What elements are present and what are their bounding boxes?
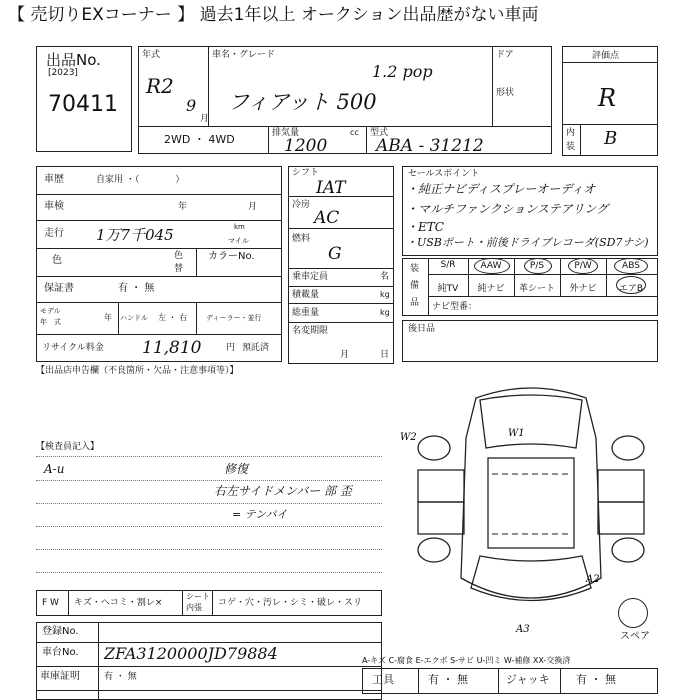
recycle-value: 11,810 bbox=[142, 338, 202, 358]
recycle-deposit: 預託済 bbox=[242, 343, 270, 353]
legend-seat: シート bbox=[186, 592, 210, 601]
shaken-month: 月 bbox=[248, 202, 258, 212]
equipment-label-1: 装 bbox=[410, 264, 420, 274]
color-no-label: カラーNo. bbox=[208, 251, 255, 262]
shift-label: シフト bbox=[292, 168, 320, 178]
jack-label: ジャッキ bbox=[506, 673, 550, 686]
score-label: 評価点 bbox=[592, 51, 620, 61]
interior-label-2: 装 bbox=[566, 142, 576, 152]
equip-airbag: エアB bbox=[618, 284, 644, 294]
tools-label: 工具 bbox=[372, 673, 394, 686]
chassis-value: ZFA3120000JD79884 bbox=[104, 644, 278, 663]
rename-day: 日 bbox=[380, 350, 390, 360]
color-change-1: 色 bbox=[174, 251, 184, 261]
equip-tv: 純TV bbox=[437, 284, 459, 294]
damage-legend: A-キズ C-腐食 E-エクボ S-サビ U-凹ミ W-補修 XX-交換済 bbox=[362, 656, 571, 665]
interior-label-1: 内 bbox=[566, 128, 576, 138]
recycle-unit: 円 bbox=[226, 343, 236, 353]
mileage-label: 走行 bbox=[44, 228, 64, 239]
dealer-label: ディーラー・並行 bbox=[206, 314, 262, 322]
garage-cert-label: 車庫証明 bbox=[40, 671, 80, 682]
left-rear-tire bbox=[418, 538, 450, 562]
model-year-label-2: 年 式 bbox=[40, 318, 61, 326]
ac-value: AC bbox=[314, 208, 340, 228]
roof-area bbox=[488, 458, 574, 548]
equip-abs: ABS bbox=[622, 261, 640, 271]
later-items-box bbox=[402, 320, 658, 362]
mark-a3: A3 bbox=[516, 624, 530, 635]
ac-label: 冷房 bbox=[292, 200, 311, 210]
equip-ext-navi: 外ナビ bbox=[569, 284, 597, 294]
load-unit: kg bbox=[380, 290, 390, 299]
fuel-value: G bbox=[328, 244, 342, 264]
equip-navi: 純ナビ bbox=[477, 284, 505, 294]
color-change-2: 替 bbox=[174, 264, 184, 274]
selling-point-2: ・マルチファンクションステアリング bbox=[406, 202, 608, 216]
equip-ps: P/S bbox=[529, 261, 545, 271]
mark-a2: A2 bbox=[586, 574, 600, 585]
history-box bbox=[36, 166, 282, 362]
weight-unit: kg bbox=[380, 308, 390, 317]
equip-pw: P/W bbox=[574, 261, 592, 271]
shaken-year: 年 bbox=[178, 202, 188, 212]
equipment-label-2: 備 bbox=[410, 281, 420, 291]
displacement-unit: cc bbox=[350, 128, 359, 137]
handle-value: 左 ・ 右 bbox=[158, 313, 188, 322]
model-year-label-1: モデル bbox=[40, 307, 61, 315]
door-label: ドア bbox=[496, 50, 514, 60]
drive-label: 2WD ・ 4WD bbox=[164, 133, 235, 146]
navi-model-label: ナビ型番： bbox=[432, 302, 478, 312]
right-rear-tire bbox=[612, 538, 644, 562]
rename-label: 名変期限 bbox=[292, 326, 329, 336]
front-windshield bbox=[480, 395, 582, 448]
color-label: 色 bbox=[52, 255, 62, 266]
legend-seat-2: 内張 bbox=[186, 603, 202, 612]
chassis-label: 車台No. bbox=[42, 647, 79, 658]
selling-point-3: ・ETC bbox=[406, 220, 444, 234]
registration-label: 登録No. bbox=[42, 626, 79, 637]
mileage-unit-mile: マイル bbox=[228, 237, 249, 245]
car-name-value: フィアット 500 bbox=[228, 90, 377, 114]
legend-fw: F W bbox=[42, 598, 59, 608]
mileage-unit-km: km bbox=[234, 223, 245, 231]
equipment-label-3: 品 bbox=[410, 298, 420, 308]
mark-w1: W1 bbox=[508, 428, 525, 439]
inspector-line-3: = テンパイ bbox=[232, 508, 288, 521]
mark-w2: W2 bbox=[400, 432, 417, 443]
displacement-label: 排気量 bbox=[272, 128, 300, 138]
selling-point-4: ・USBポート・前後ドライブレコーダ(SD7ナシ) bbox=[406, 236, 649, 249]
shaken-label: 車検 bbox=[44, 201, 64, 212]
fuel-label: 燃料 bbox=[292, 234, 311, 244]
spare-label: スペア bbox=[620, 631, 650, 642]
model-year-unit: 年 bbox=[104, 313, 112, 322]
equip-sr: S/R bbox=[440, 260, 456, 270]
later-items-label: 後日品 bbox=[408, 324, 436, 334]
right-door-rear bbox=[598, 502, 644, 534]
rename-month: 月 bbox=[340, 350, 350, 360]
equip-leather: 革シート bbox=[518, 284, 555, 294]
selling-point-1: ・純正ナビディスプレーオーディオ bbox=[406, 182, 596, 196]
shape-label: 形状 bbox=[496, 88, 515, 98]
warranty-value: 有 ・ 無 bbox=[118, 283, 155, 294]
seller-notes-label: 【出品店申告欄（不良箇所・欠品・注意事項等）】 bbox=[36, 366, 239, 376]
inspector-line-1: 修復 bbox=[224, 462, 249, 476]
month-unit: 月 bbox=[200, 114, 210, 124]
right-door-front bbox=[598, 470, 644, 502]
recycle-label: リサイクル料金 bbox=[42, 343, 104, 353]
nendo-value: R2 bbox=[146, 74, 174, 98]
lot-number: 70411 bbox=[48, 92, 118, 117]
interior-value: B bbox=[604, 128, 618, 149]
jack-value: 有 ・ 無 bbox=[576, 673, 616, 686]
car-name-label: 車名・グレード bbox=[212, 50, 276, 60]
model-value: ABA - 31212 bbox=[376, 136, 484, 156]
lot-year-tag: [2023] bbox=[48, 68, 78, 78]
history-label: 車歴 bbox=[44, 174, 64, 185]
mileage-value: 1万7千045 bbox=[96, 226, 174, 244]
displacement-value: 1200 bbox=[284, 136, 328, 156]
month-value: 9 bbox=[186, 96, 197, 115]
score-value: R bbox=[598, 84, 617, 112]
model-label: 型式 bbox=[370, 128, 389, 138]
left-door-front bbox=[418, 470, 464, 502]
inspector-label: 【検査員記入】 bbox=[36, 442, 100, 452]
legend-stain: コゲ・穴・汚レ・シミ・破レ・スリ bbox=[218, 598, 363, 608]
nendo-label: 年式 bbox=[142, 50, 161, 60]
rear-window bbox=[471, 556, 591, 601]
spare-tire-icon bbox=[618, 598, 648, 628]
shift-value: IAT bbox=[316, 178, 346, 198]
equip-aaw: AAW bbox=[480, 261, 502, 271]
inspector-code: A-u bbox=[44, 462, 65, 476]
tools-value: 有 ・ 無 bbox=[428, 673, 468, 686]
garage-cert-value: 有 ・ 無 bbox=[104, 672, 137, 682]
right-front-tire bbox=[612, 436, 644, 460]
weight-label: 総重量 bbox=[292, 308, 320, 318]
handle-label: ハンドル bbox=[120, 314, 148, 322]
capacity-label: 乗車定員 bbox=[292, 272, 329, 282]
auction-banner: 【 売切りEXコーナー 】 過去1年以上 オークション出品歴がない車両 bbox=[0, 0, 700, 30]
legend-scratch: キズ・ヘコミ・割レ× bbox=[74, 598, 163, 608]
left-front-tire bbox=[418, 436, 450, 460]
capacity-unit: 名 bbox=[380, 272, 390, 282]
history-value: 自家用 ・（ ） bbox=[96, 175, 185, 185]
inspector-line-2: 右左サイドメンバー 部 歪 bbox=[214, 484, 352, 498]
warranty-label: 保証書 bbox=[44, 283, 74, 294]
lot-label: 出品No. bbox=[46, 51, 101, 69]
left-door-rear bbox=[418, 502, 464, 534]
selling-points-label: セールスポイント bbox=[408, 169, 480, 179]
load-label: 積載量 bbox=[292, 290, 320, 300]
grade-value: 1.2 pop bbox=[372, 62, 433, 81]
